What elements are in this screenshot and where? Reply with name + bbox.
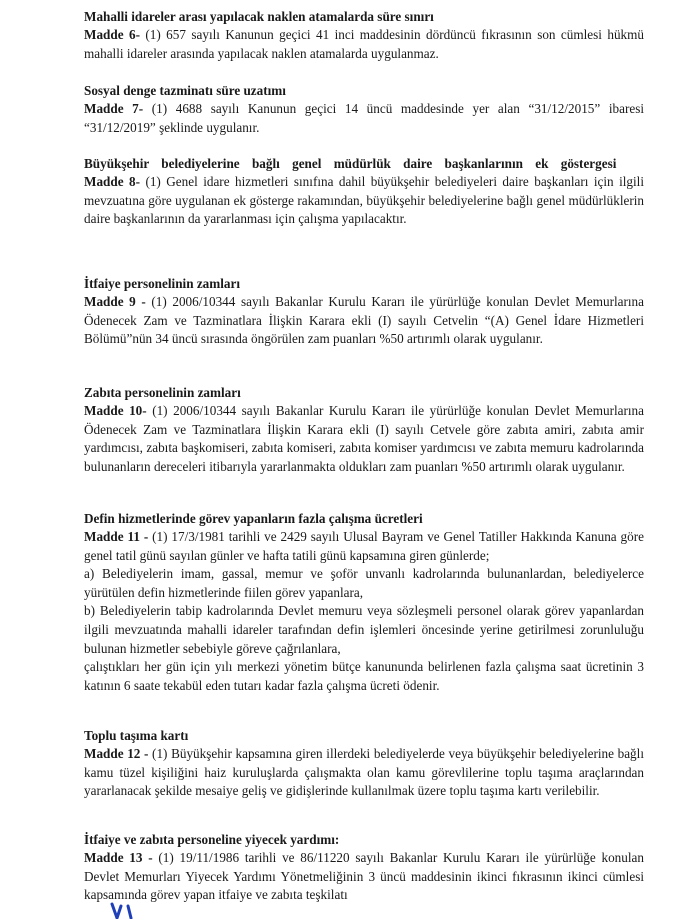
madde-text: (1) Genel idare hizmetleri sınıfına dahil büyükşehir belediyeleri daire başkanları için ilgili mevzuatına göre uygulanan ek gösterge rakamından, büyükşehir belediyelerine bağlı genel müdürlüklerin daire başkanlarının da yararlanması için çalışma yapılacaktır.	[84, 174, 644, 227]
madde-label: Madde 12 -	[84, 746, 149, 761]
section-title: Toplu taşıma kartı	[84, 728, 189, 743]
madde-label: Madde 13 -	[84, 850, 153, 865]
section-madde-13	[84, 831, 644, 905]
section-title: İtfaiye personelinin zamları	[84, 276, 241, 291]
section-madde-9	[84, 275, 644, 349]
section-title: Sosyal denge tazminatı süre uzatımı	[84, 83, 286, 98]
list-item-a: a) Belediyelerin imam, gassal, memur ve şoför unvanlı kadrolarında bulunanlardan, belediyelerce yürütülen defin hizmetlerinde fiilen görev yapanlara,	[84, 566, 644, 600]
madde-text: (1) 2006/10344 sayılı Bakanlar Kurulu Kararı ile yürürlüğe konulan Devlet Memurlarına Ödenecek Zam ve Tazminatlara İlişkin Karara ekli (I) sayılı Cetvelin “(A) Genel İdare Hizmetleri Bölümü”nün 34 üncü sırasında öngörülen zam puanları %50 artırımlı olarak uygulanır.	[84, 294, 644, 347]
section-body	[84, 26, 644, 63]
section-title: İtfaiye ve zabıta personeline yiyecek yardımı:	[84, 832, 340, 847]
section-madde-10	[84, 384, 644, 476]
ink-mark-icon	[106, 902, 146, 919]
madde-label: Madde 11 -	[84, 529, 149, 544]
section-body	[84, 528, 644, 565]
section-body	[84, 293, 644, 349]
madde-text: (1) 657 sayılı Kanunun geçici 41 inci maddesinin dördüncü fıkrasının son cümlesi hükmü mahalli idareler arasında yapılacak naklen atamalarda uygulanmaz.	[84, 27, 644, 61]
section-madde-12	[84, 727, 644, 801]
section-title: Zabıta personelinin zamları	[84, 385, 241, 400]
madde-text: (1) 4688 sayılı Kanunun geçici 14 üncü maddesinde yer alan “31/12/2015” ibaresi “31/12/2019” şeklinde uygulanır.	[84, 101, 644, 135]
madde-text: (1) 2006/10344 sayılı Bakanlar Kurulu Kararı ile yürürlüğe konulan Devlet Memurlarına Ödenecek Zam ve Tazminatlara İlişkin Karara ekli (I) sayılı Cetvele göre zabıta amiri, zabıta amir yardımcısı, zabıta başkomiseri, zabıta komiseri, zabıta komiser yardımcısı ve zabıta memuru kadrolarında bulunanların dereceleri itibarıyla yararlanmakta oldukları zam puanları %50 artırımlı olarak uygulanır.	[84, 403, 644, 474]
madde-text: (1) 19/11/1986 tarihli ve 86/11220 sayılı Bakanlar Kurulu Kararı ile yürürlüğe konulan Devlet Memurları Yiyecek Yardımı Yönetmeliğinin 3 üncü maddesinin ikinci fıkrasının ikinci cümlesi kapsamında görev yapan itfaiye ve zabıta teşkilatı	[84, 850, 644, 903]
section-title: Büyükşehir belediyelerine bağlı genel müdürlük daire başkanlarının ek göstergesi	[84, 156, 617, 171]
madde-label: Madde 10-	[84, 403, 147, 418]
madde-text: (1) 17/3/1981 tarihli ve 2429 sayılı Ulusal Bayram ve Genel Tatiller Hakkında Kanuna göre genel tatil günü sayılan günler ve hafta tatili günü kapsamına giren günlerde;	[84, 529, 644, 563]
section-title: Mahalli idareler arası yapılacak naklen atamalarda süre sınırı	[84, 9, 434, 24]
section-madde-11	[84, 510, 644, 695]
madde-label: Madde 6-	[84, 27, 140, 42]
section-madde-7	[84, 82, 644, 137]
section-madde-8	[84, 155, 644, 229]
section-title: Defin hizmetlerinde görev yapanların fazla çalışma ücretleri	[84, 511, 423, 526]
section-body	[84, 745, 644, 801]
section-body	[84, 173, 644, 229]
section-body	[84, 402, 644, 476]
section-madde-6	[84, 8, 644, 63]
section-body	[84, 100, 644, 137]
list-item-b: b) Belediyelerin tabip kadrolarında Devlet memuru veya sözleşmeli personel olarak görev yapanlardan ilgili mevzuatında mahalli idareler tarafından defin işlemleri öncesinde yerine getirilmesi zorunluluğu bulunan hizmetler sebebiyle göreve çağrılanlara,	[84, 603, 644, 656]
madde-label: Madde 9 -	[84, 294, 146, 309]
madde-text: (1) Büyükşehir kapsamına giren illerdeki belediyelerde veya büyükşehir belediyelerine bağlı kamu tüzel kişiliğini haiz kuruluşlarda çalışmakta olan kamu görevlilerine toplu taşıma araçlarından yararlanacak şekilde mesaiye geliş ve gidişlerinde kullanılmak üzere toplu taşıma kartı verilebilir.	[84, 746, 644, 799]
section-body	[84, 849, 644, 905]
madde-label: Madde 7-	[84, 101, 144, 116]
closing-paragraph: çalıştıkları her gün için yılı merkezi yönetim bütçe kanununda belirlenen fazla çalışma saat ücretinin 3 katının 6 saate tekabül eden tutarı kadar fazla çalışma ücreti ödenir.	[84, 659, 644, 693]
madde-label: Madde 8-	[84, 174, 140, 189]
